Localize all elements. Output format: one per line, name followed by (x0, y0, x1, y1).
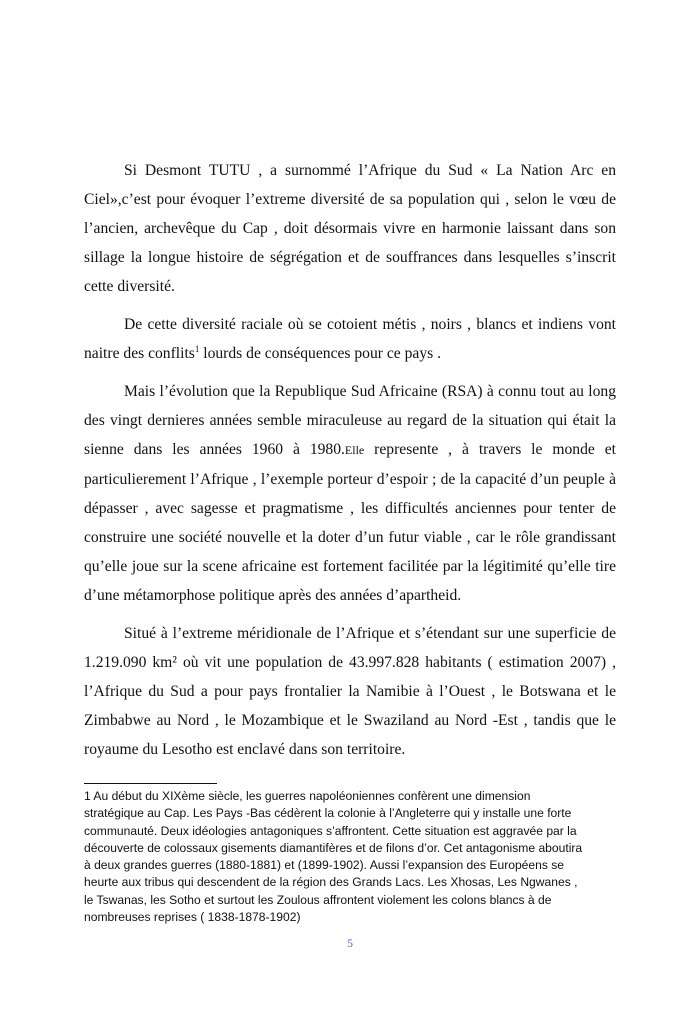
paragraph-text: Mais l’évolution que la Republique Sud Africaine (RSA) à connu tout au long des vingt dernieres années semble miraculeuse au regard de la situation qui était la sienne dans les années 1960 à 1980. (84, 383, 616, 458)
paragraph-racial-diversity (84, 310, 616, 368)
footnote-reference[interactable]: 1 (194, 343, 200, 354)
paragraph-rsa-evolution (84, 377, 616, 610)
page-number: 5 (347, 936, 353, 950)
paragraph-geography: Situé à l’extreme méridionale de l’Afrique et s’étendant sur une superficie de 1.219.090 km² où vit une population de 43.997.828 habitants ( estimation 2007) , l’Afrique du Sud a pour pays frontalier la Namibie à l’Ouest , le Botswana et le Zimbabwe au Nord , le Mozambique et le Swaziland au Nord -Est , tandis que le royaume du Lesotho est enclavé dans son territoire. (84, 625, 616, 758)
paragraph-text: lourds de conséquences pour ce pays . (199, 345, 441, 362)
footnote-separator (84, 783, 217, 784)
paragraph-small-text: Elle (344, 443, 365, 457)
footnote: 1 Au début du XIXème siècle, les guerres napoléoniennes confèrent une dimension stratégique au Cap. Les Pays -Bas cédèrent la colonie à l’Angleterre qui y installe une forte communauté. Deux idéologies antagoniques s’affrontent. Cette situation est aggravée par la découverte de colossaux gisements diamantifères et de filons d’or. Cet antagonisme aboutira à deux grandes guerres (1880-1881) et (1899-1902). Aussi l’expansion des Européens se heurte aux tribus qui descendent de la région des Grands Lacs. Les Xhosas, Les Ngwanes , le Tswanas, les Sotho et surtout les Zoulous affrontent violement les colons blancs à de nombreuses reprises ( 1838-1878-1902) (84, 789, 583, 925)
document-body (84, 156, 616, 764)
paragraph-text: De cette diversité raciale où se cotoient métis , noirs , blancs et indiens vont naitre des conflits (84, 316, 616, 362)
paragraph-rainbow-nation: Si Desmont TUTU , a surnommé l’Afrique du Sud « La Nation Arc en Ciel»,c’est pour évoquer l’extreme diversité de sa population qui , selon le vœu de l’ancien, archevêque du Cap , doit désormais vivre en harmonie laissant dans son sillage la longue histoire de ségrégation et de souffrances dans lesquelles s’inscrit cette diversité. (84, 162, 616, 295)
paragraph-text: represente , à travers le monde et particulierement l’Afrique , l’exemple porteur d’espoir ; de la capacité d’un peuple à dépasser , avec sagesse et pragmatisme , les difficultés anciennes pour tenter de construire une société nouvelle et la doter d’un futur viable , car le rôle grandissant qu’elle joue sur la scene africaine est fortement facilitée par la légitimité qu’elle tire d’une métamorphose politique après des années d’apartheid. (84, 441, 616, 604)
